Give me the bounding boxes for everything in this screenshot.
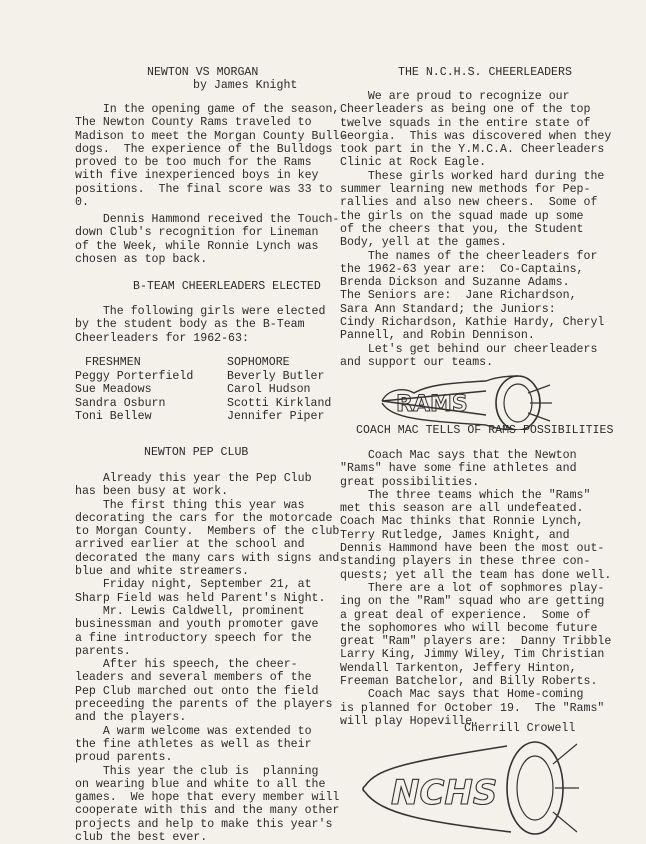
text-line: a fine introductory speech for the <box>75 631 312 645</box>
text-line: of the Week, while Ronnie Lynch was <box>75 239 319 253</box>
text-line: of the cheers that you, the Student <box>340 222 584 236</box>
article-title: COACH MAC TELLS OF RAMS POSSIBILITIES <box>356 424 614 437</box>
text-line: leaders and several members of the <box>75 671 312 685</box>
article-byline: by James Knight <box>193 79 298 92</box>
article-paragraph <box>75 213 339 266</box>
text-line: rallies and also new cheers. Some of <box>340 196 598 210</box>
text-line: a great deal of experience. Some of <box>340 608 591 622</box>
text-line: cooperate with this and the many other <box>75 804 340 818</box>
text-line: positions. The final score was 33 to <box>75 182 333 196</box>
article-title: THE N.C.H.S. CHEERLEADERS <box>398 66 572 79</box>
text-line: Peggy Porterfield <box>75 370 194 383</box>
freshmen-header: FRESHMEN <box>85 356 141 369</box>
text-line: games. We hope that every member will <box>75 791 340 805</box>
text-line: The Newton County Rams traveled to <box>75 116 312 130</box>
text-line: Coach Mac thinks that Ronnie Lynch, <box>340 515 584 529</box>
article-title: NEWTON PEP CLUB <box>144 446 249 459</box>
text-line: has been busy at work. <box>75 485 229 499</box>
text-line: took part in the Y.M.C.A. Cheerleaders <box>340 143 605 157</box>
text-line: Pannell, and Robin Dennison. <box>340 329 535 343</box>
rams-megaphone-drawing <box>378 375 553 430</box>
text-line: the 1962-63 year are: Co-Captains, <box>340 262 584 276</box>
text-line: This year the club is planning <box>75 764 319 778</box>
text-line: Beverly Butler <box>227 370 325 383</box>
text-line: quests; yet all the team has done well. <box>340 568 612 582</box>
text-line: preceeding the parents of the players <box>75 698 333 712</box>
text-line: Dennis Hammond have been the most out- <box>340 542 605 556</box>
text-line: In the opening game of the season, <box>75 103 340 116</box>
nchs-megaphone-drawing <box>355 738 580 838</box>
text-line: Sandra Osburn <box>75 396 166 410</box>
text-line: ing on the "Ram" squad who are getting <box>340 595 605 609</box>
text-line: Madison to meet the Morgan County Bull- <box>75 129 347 143</box>
text-line: Coach Mac says that Home-coming <box>340 688 584 702</box>
text-line: Freeman Batchelor, and Billy Roberts. <box>340 675 598 689</box>
text-line: Friday night, September 21, at <box>75 578 312 592</box>
text-line: Jennifer Piper <box>227 409 325 423</box>
text-line: the girls on the squad made up some <box>340 209 584 223</box>
text-line: Cindy Richardson, Kathie Hardy, Cheryl <box>340 316 605 330</box>
article-title: NEWTON VS MORGAN <box>147 66 259 79</box>
text-line: We are proud to recognize our <box>340 90 570 103</box>
text-line: Carol Hudson <box>227 383 311 397</box>
text-line: projects and help to make this year's <box>75 817 333 831</box>
article-body <box>75 472 339 844</box>
text-line: The following girls were elected <box>75 305 326 318</box>
text-line: Wendall Tarkenton, Jeffery Hinton, <box>340 661 577 675</box>
article-body <box>340 90 611 369</box>
nchs-megaphone-text: NCHS <box>391 773 498 813</box>
article-paragraph <box>75 103 346 209</box>
text-line: parents. <box>75 644 131 658</box>
text-line: Georgia. This was discovered when they <box>340 129 612 143</box>
text-line: There are a lot of sophmores play- <box>340 581 605 595</box>
text-line: Terry Rutledge, James Knight, and <box>340 528 570 542</box>
text-line: proved to be too much for the Rams <box>75 156 312 170</box>
text-line: club the best ever. <box>75 831 208 844</box>
text-line: Cheerleaders for 1962-63: <box>75 331 249 345</box>
text-line: chosen as top back. <box>75 252 208 266</box>
sophomore-list <box>227 370 331 423</box>
text-line: Coach Mac says that the Newton <box>340 449 577 462</box>
text-line: twelve squads in the entire state of <box>340 116 591 130</box>
text-line: Mr. Lewis Caldwell, prominent <box>75 604 305 618</box>
text-line: and the players. <box>75 711 187 725</box>
article-title: B-TEAM CHEERLEADERS ELECTED <box>133 280 321 293</box>
text-line: on wearing blue and white to all the <box>75 777 326 791</box>
text-line: "Rams" have some fine athletes and <box>340 462 577 476</box>
text-line: Dennis Hammond received the Touch- <box>75 213 340 226</box>
text-line: Larry King, Jimmy Wiley, Tim Christian <box>340 648 605 662</box>
text-line: decorating the cars for the motorcade <box>75 511 333 525</box>
text-line: decorated the many cars with signs and <box>75 551 340 565</box>
text-line: the sophomores who will become future <box>340 621 598 635</box>
text-line: summer learning new methods for Pep- <box>340 183 591 197</box>
text-line: blue and white streamers. <box>75 565 249 579</box>
text-line: will play Hopeville. <box>340 714 480 728</box>
text-line: dogs. The experience of the Bulldogs <box>75 142 333 156</box>
text-line: Pep Club marched out onto the field <box>75 684 319 698</box>
text-line: Cheerleaders as being one of the top <box>340 103 591 117</box>
text-line: Scotti Kirkland <box>227 396 332 410</box>
text-line: A warm welcome was extended to <box>75 724 312 738</box>
text-line: Let's get behind our cheerleaders <box>340 342 598 356</box>
sophomore-header: SOPHOMORE <box>227 356 290 369</box>
text-line: arrived earlier at the school and <box>75 538 305 552</box>
text-line: to Morgan County. Members of the club <box>75 525 340 539</box>
text-line: great "Ram" players are: Danny Tribble <box>340 635 612 649</box>
text-line: standing players in these three con- <box>340 555 591 569</box>
text-line: The three teams which the "Rams" <box>340 488 591 502</box>
rams-megaphone-text: RAMS <box>396 392 468 417</box>
freshmen-list <box>75 370 193 423</box>
text-line: Sharp Field was held Parent's Night. <box>75 591 326 605</box>
text-line: Brenda Dickson and Suzanne Adams. <box>340 276 570 290</box>
text-line: by the student body as the B-Team <box>75 318 305 332</box>
text-line: Body, yell at the games. <box>340 236 507 250</box>
text-line: 0. <box>75 196 89 210</box>
text-line: met this season are all undefeated. <box>340 502 584 516</box>
text-line: The Seniors are: Jane Richardson, <box>340 289 577 303</box>
text-line: Sara Ann Standard; the Juniors: <box>340 302 556 316</box>
text-line: The first thing this year was <box>75 498 305 512</box>
text-line: great possibilities. <box>340 475 480 489</box>
text-line: Clinic at Rock Eagle. <box>340 156 487 170</box>
text-line: with five inexperienced boys in key <box>75 169 319 183</box>
text-line: Sue Meadows <box>75 383 152 397</box>
text-line: the fine athletes as well as their <box>75 737 312 751</box>
article-body <box>340 449 611 728</box>
text-line: After his speech, the cheer- <box>75 658 298 672</box>
text-line: and support our teams. <box>340 355 494 369</box>
text-line: Already this year the Pep Club <box>75 472 312 485</box>
article-paragraph <box>75 305 325 345</box>
text-line: proud parents. <box>75 751 173 765</box>
article-author: Cherrill Crowell <box>464 722 576 735</box>
text-line: Toni Bellew <box>75 409 152 423</box>
text-line: The names of the cheerleaders for <box>340 249 598 263</box>
text-line: These girls worked hard during the <box>340 169 605 183</box>
text-line: businessman and youth promoter gave <box>75 618 319 632</box>
text-line: down Club's recognition for Lineman <box>75 226 319 240</box>
text-line: is planned for October 19. The "Rams" <box>340 701 605 715</box>
